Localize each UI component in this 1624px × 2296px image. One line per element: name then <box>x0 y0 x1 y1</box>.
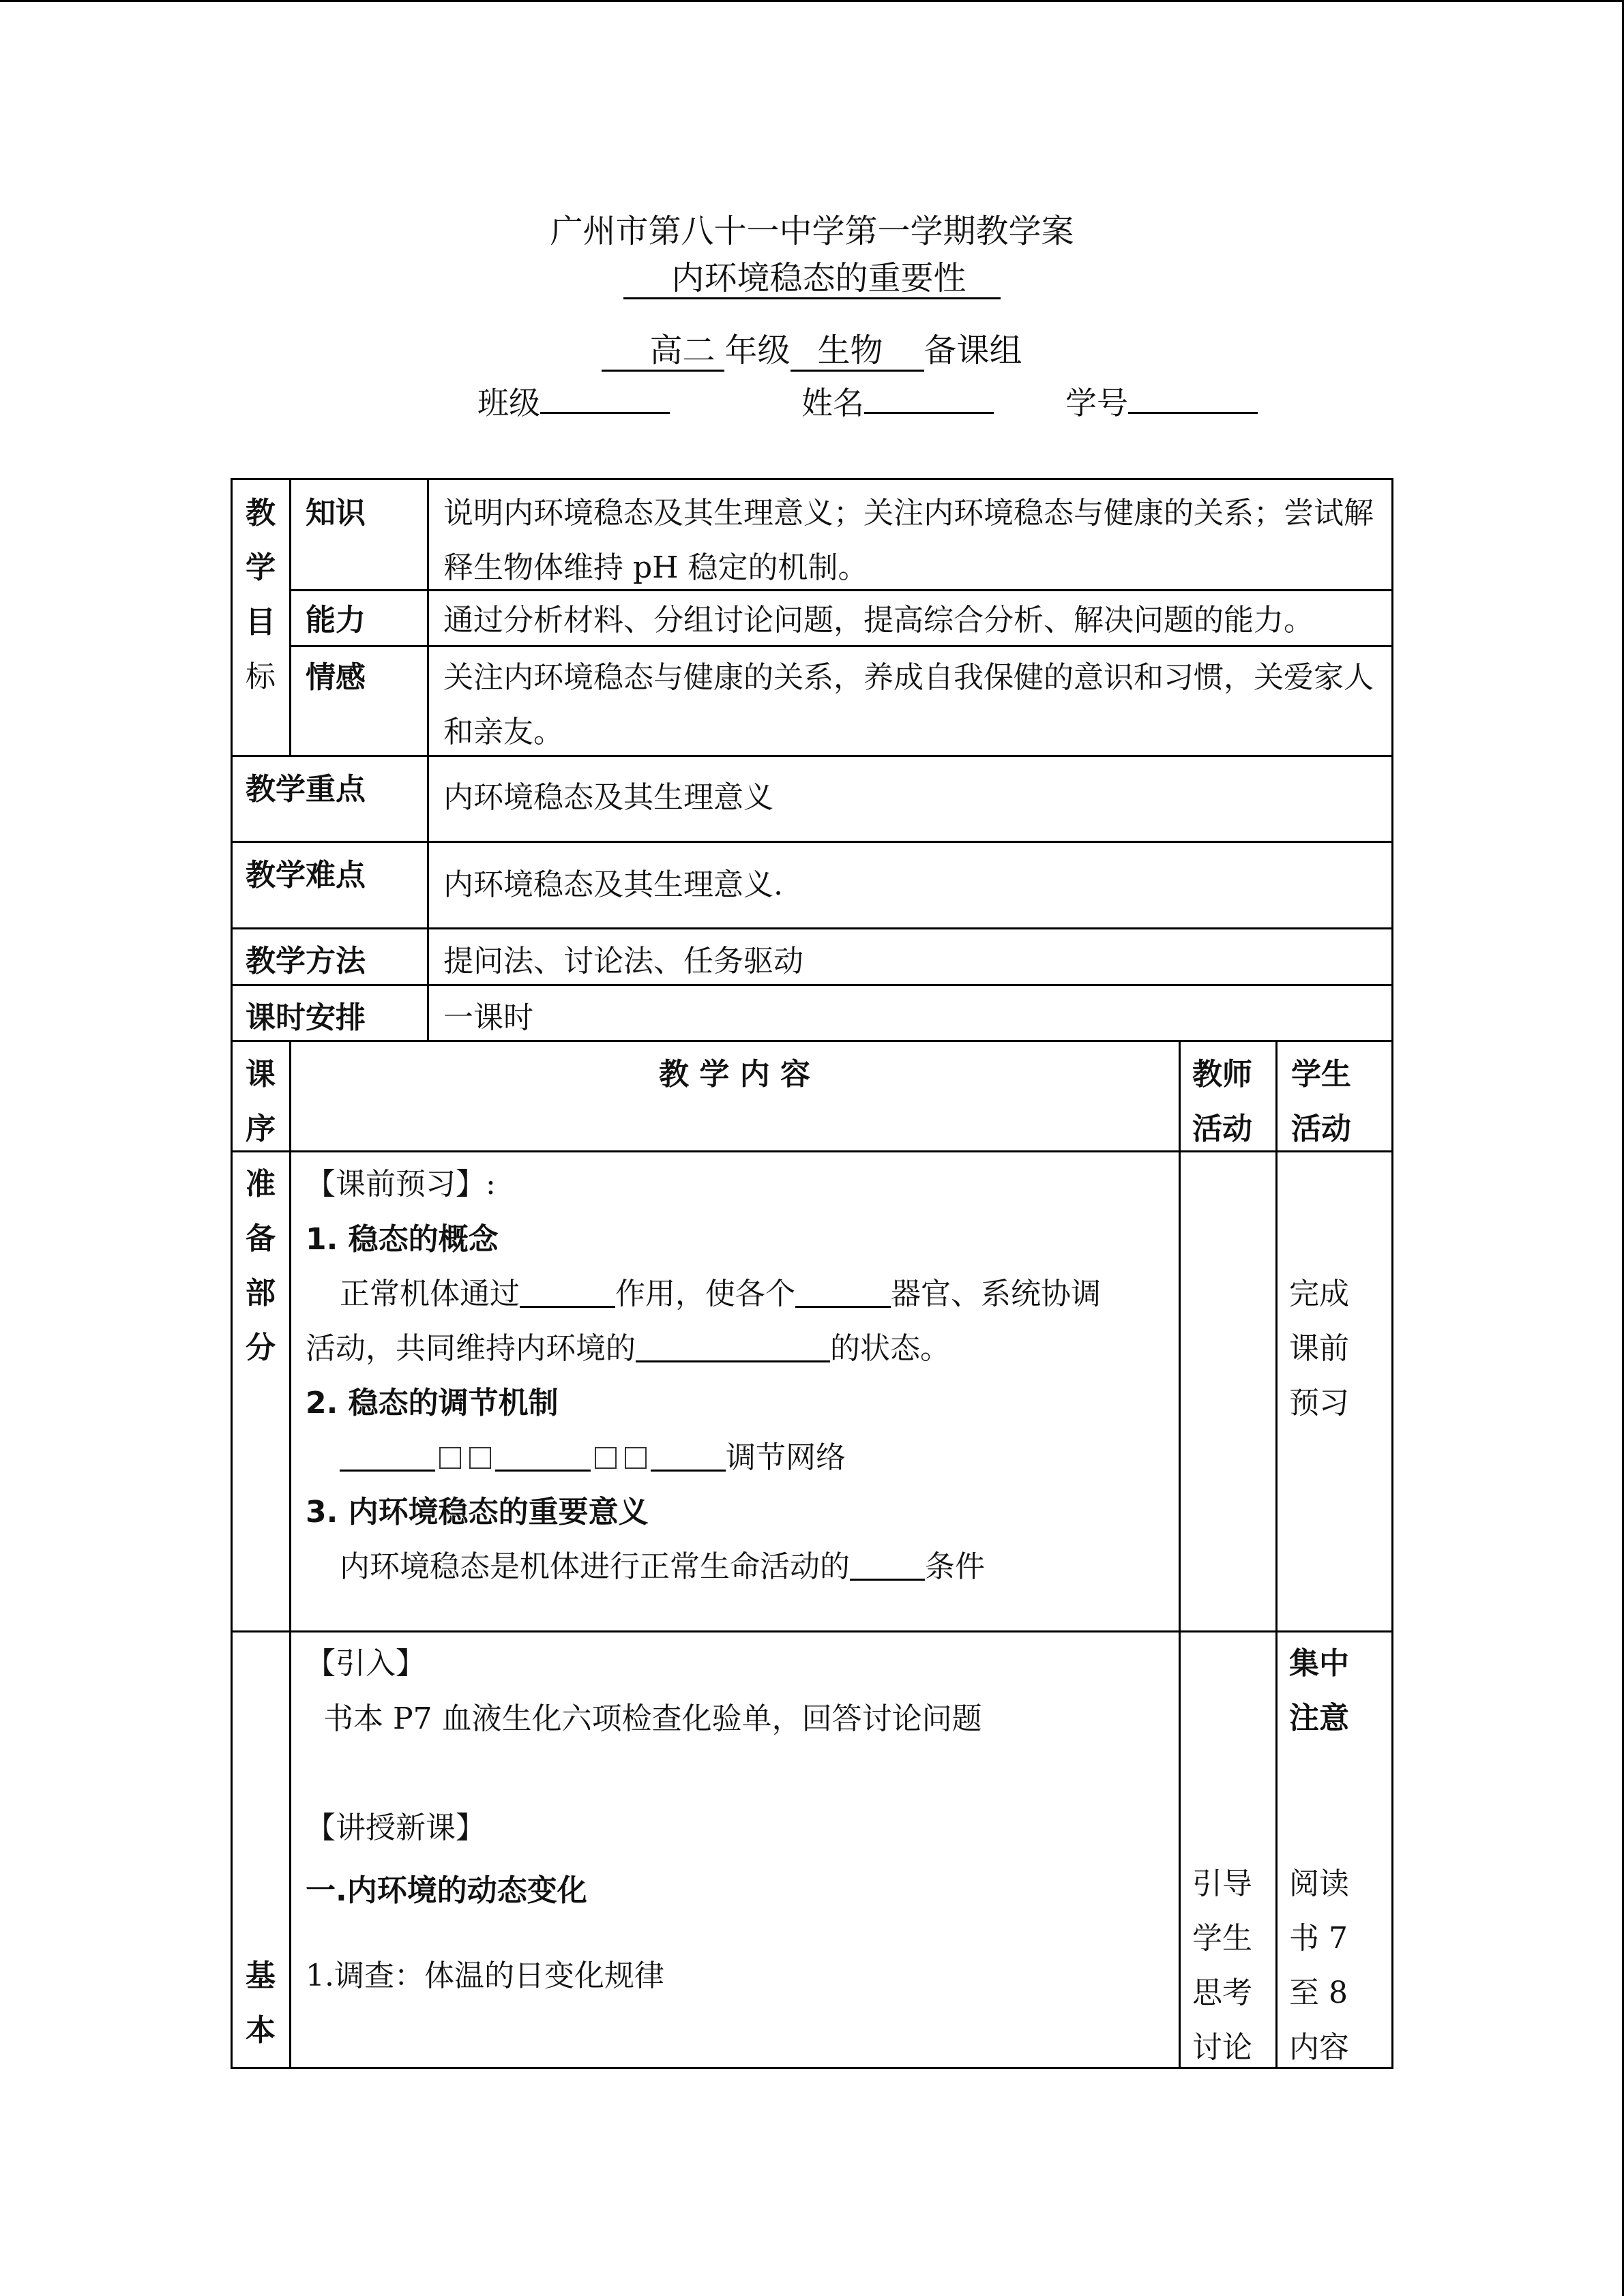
lesson-title-text: 内环境稳态的重要性 <box>623 260 1000 299</box>
page-top-border <box>0 0 1624 2</box>
name-blank[interactable] <box>864 381 994 414</box>
emotion-label: 情感 <box>306 660 366 695</box>
item3-line <box>340 1540 985 1594</box>
item1-line2 <box>306 1322 950 1376</box>
grade-value: 高二 <box>602 332 724 372</box>
box-icon <box>595 1447 617 1469</box>
objectives-label-char: 教 <box>246 496 276 531</box>
lesson-title <box>0 259 1624 299</box>
item3-line-part: 条件 <box>925 1549 985 1584</box>
survey-line: 1.调查：体温的日变化规律 <box>306 1958 664 1993</box>
id-field[interactable] <box>1065 378 1258 423</box>
subject-value: 生物 <box>791 332 924 372</box>
basic-sequence-label: 基本 <box>246 1958 276 2048</box>
class-field[interactable] <box>477 378 670 423</box>
schedule-text: 一课时 <box>443 1000 533 1035</box>
knowledge-text: 说明内环境稳态及其生理意义；关注内环境稳态与健康的关系；尝试解释生物体维持 pH 稳定的机制。 <box>443 496 1374 585</box>
item1-line1 <box>340 1267 1101 1322</box>
item3-title: 3. 内环境稳态的重要意义 <box>306 1495 649 1530</box>
fill-blank[interactable] <box>520 1279 615 1308</box>
item1-title: 1. 稳态的概念 <box>306 1222 499 1257</box>
ability-label: 能力 <box>306 603 366 638</box>
fill-blank[interactable] <box>850 1551 925 1581</box>
objectives-label-char: 学 <box>246 550 276 585</box>
prep-sequence-label: 准备部分 <box>246 1167 276 1365</box>
name-field[interactable] <box>801 378 994 423</box>
group-suffix: 备课组 <box>924 331 1022 370</box>
preview-heading: 【课前预习】: <box>306 1167 496 1202</box>
box-icon <box>469 1447 491 1469</box>
basic-student-activity-1: 集中注意 <box>1289 1646 1349 1735</box>
class-label: 班级 <box>477 385 540 421</box>
ability-text: 通过分析材料、分组讨论问题，提高综合分析、解决问题的能力。 <box>443 603 1314 638</box>
box-icon <box>625 1447 647 1469</box>
key-point-text: 内环境稳态及其生理意义 <box>443 780 773 815</box>
intro-heading: 【引入】 <box>306 1646 426 1681</box>
basic-student-activity-2: 阅读书 7 至 8 内容 <box>1289 1866 1349 2065</box>
item1-line1-part: 正常机体通过 <box>340 1277 520 1311</box>
objectives-label-char: 标 <box>246 659 276 694</box>
objectives-label-char: 目 <box>246 605 276 640</box>
emotion-text: 关注内环境稳态与健康的关系，养成自我保健的意识和习惯，关爱家人和亲友。 <box>443 660 1374 749</box>
item2-tail: 调节网络 <box>726 1440 846 1475</box>
content-header: 教 学 内 容 <box>659 1057 810 1092</box>
student-activity-header: 学生活动 <box>1291 1057 1351 1146</box>
method-text: 提问法、讨论法、任务驱动 <box>443 944 803 979</box>
grade-subject-line <box>0 324 1624 372</box>
fill-blank[interactable] <box>651 1442 726 1472</box>
schedule-label: 课时安排 <box>246 1000 366 1035</box>
new-lesson-heading: 【讲授新课】 <box>306 1810 486 1845</box>
item2-line <box>340 1431 846 1485</box>
item2-title: 2. 稳态的调节机制 <box>306 1386 559 1420</box>
item1-line2-part: 的状态。 <box>830 1331 950 1366</box>
intro-text: 书本 P7 血液生化六项检查化验单，回答讨论问题 <box>323 1701 982 1736</box>
item1-line2-part: 活动，共同维持内环境的 <box>306 1331 636 1366</box>
fill-blank[interactable] <box>636 1333 830 1362</box>
id-label: 学号 <box>1065 385 1128 421</box>
knowledge-label: 知识 <box>306 496 366 531</box>
id-blank[interactable] <box>1128 381 1258 414</box>
class-blank[interactable] <box>540 381 670 414</box>
name-label: 姓名 <box>801 385 864 421</box>
item1-line1-part: 作用，使各个 <box>615 1277 795 1311</box>
fill-blank[interactable] <box>495 1442 591 1472</box>
prep-student-activity: 完成课前预习 <box>1289 1277 1349 1420</box>
key-point-label: 教学重点 <box>246 772 366 807</box>
difficulty-text: 内环境稳态及其生理意义. <box>443 867 783 902</box>
item3-line-part: 内环境稳态是机体进行正常生命活动的 <box>340 1549 850 1584</box>
basic-teacher-activity: 引导学生思考讨论 <box>1192 1866 1252 2065</box>
fill-blank[interactable] <box>795 1279 891 1308</box>
difficulty-label: 教学难点 <box>246 858 366 893</box>
item1-line1-part: 器官、系统协调 <box>891 1277 1101 1311</box>
teacher-activity-header: 教师活动 <box>1192 1057 1252 1146</box>
grade-suffix: 年级 <box>724 331 791 370</box>
objectives-label <box>240 486 281 704</box>
school-title: 广州市第八十一中学第一学期教学案 <box>550 212 1074 250</box>
box-icon <box>439 1447 461 1469</box>
method-label: 教学方法 <box>246 944 366 979</box>
section1-title: 一.内环境的动态变化 <box>306 1873 587 1908</box>
sequence-header: 课序 <box>246 1057 276 1146</box>
fill-blank[interactable] <box>340 1442 435 1472</box>
